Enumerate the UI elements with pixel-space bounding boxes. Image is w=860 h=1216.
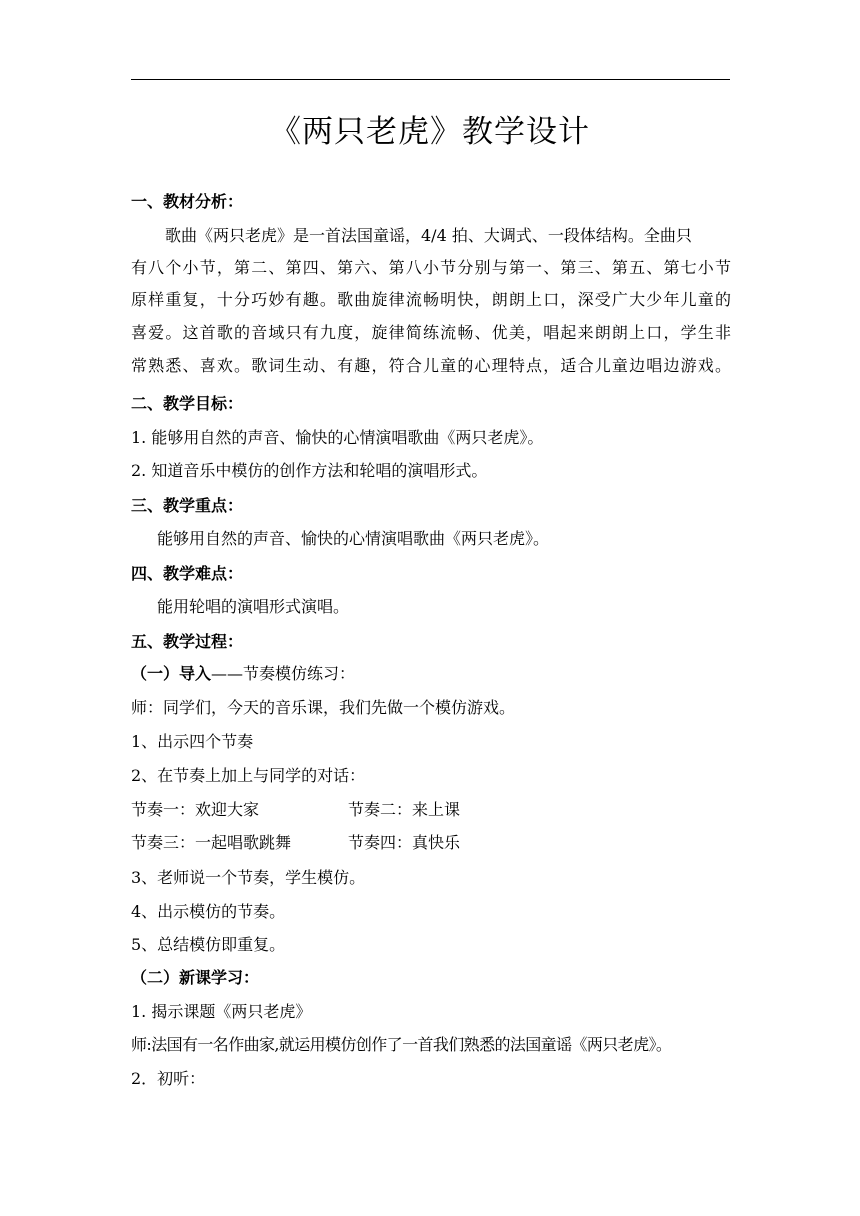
analysis-line-2: 有八个小节，第二、第四、第六、第八小节分别与第一、第三、第五、第七小节 [131, 258, 731, 277]
rhythm-3: 节奏三：一起唱歌跳舞 [131, 833, 292, 852]
rhythm-4: 节奏四：真快乐 [348, 833, 461, 852]
objective-item-2: 2. 知道音乐中模仿的创作方法和轮唱的演唱形式。 [131, 461, 488, 480]
objective-item-1: 1. 能够用自然的声音、愉快的心情演唱歌曲《两只老虎》。 [131, 428, 544, 447]
process-text-6: 5、总结模仿即重复。 [131, 935, 286, 954]
process-text-5: 4、出示模仿的节奏。 [131, 902, 286, 921]
rhythm-row-1 [131, 799, 731, 821]
process-text-3: 2、在节奏上加上与同学的对话： [131, 766, 366, 785]
difficulties-text: 能用轮唱的演唱形式演唱。 [157, 597, 350, 616]
subsection-intro-label: （一）导入 [131, 664, 212, 683]
section-heading-difficulties: 四、教学难点： [131, 564, 244, 583]
process-text-2: 1、出示四个节奏 [131, 732, 254, 751]
key-points-text: 能够用自然的声音、愉快的心情演唱歌曲《两只老虎》。 [157, 529, 550, 548]
analysis-line-4: 喜爱。这首歌的音域只有九度，旋律简练流畅、优美，唱起来朗朗上口，学生非 [131, 323, 731, 342]
section-heading-process: 五、教学过程： [131, 632, 244, 651]
section-heading-analysis: 一、教材分析： [131, 192, 244, 211]
process-text-9: 2．初听： [131, 1069, 206, 1088]
subsection-intro [131, 663, 731, 685]
rhythm-1: 节奏一：欢迎大家 [131, 800, 260, 819]
rhythm-2: 节奏二：来上课 [348, 800, 461, 819]
process-text-1: 师：同学们，今天的音乐课，我们先做一个模仿游戏。 [131, 698, 516, 717]
subsection-intro-rest: ——节奏模仿练习： [211, 664, 356, 683]
rhythm-row-2 [131, 832, 731, 854]
section-heading-key-points: 三、教学重点： [131, 496, 244, 515]
process-text-8: 师:法国有一名作曲家,就运用模仿创作了一首我们熟悉的法国童谣《两只老虎》。 [131, 1035, 672, 1054]
process-text-4: 3、老师说一个节奏，学生模仿。 [131, 868, 366, 887]
analysis-line-5: 常熟悉、喜欢。歌词生动、有趣，符合儿童的心理特点，适合儿童边唱边游戏。 [131, 356, 731, 375]
document-title: 《两只老虎》教学设计 [270, 114, 590, 150]
header-rule [131, 79, 730, 80]
process-text-7: 1. 揭示课题《两只老虎》 [131, 1002, 312, 1021]
subsection-new-lesson: （二）新课学习： [131, 968, 260, 987]
section-heading-objectives: 二、教学目标： [131, 394, 244, 413]
analysis-line-3: 原样重复，十分巧妙有趣。歌曲旋律流畅明快，朗朗上口，深受广大少年儿童的 [131, 290, 731, 309]
analysis-line-1: 歌曲《两只老虎》是一首法国童谣，4/4 拍、大调式、一段体结构。全曲只 [165, 226, 692, 245]
